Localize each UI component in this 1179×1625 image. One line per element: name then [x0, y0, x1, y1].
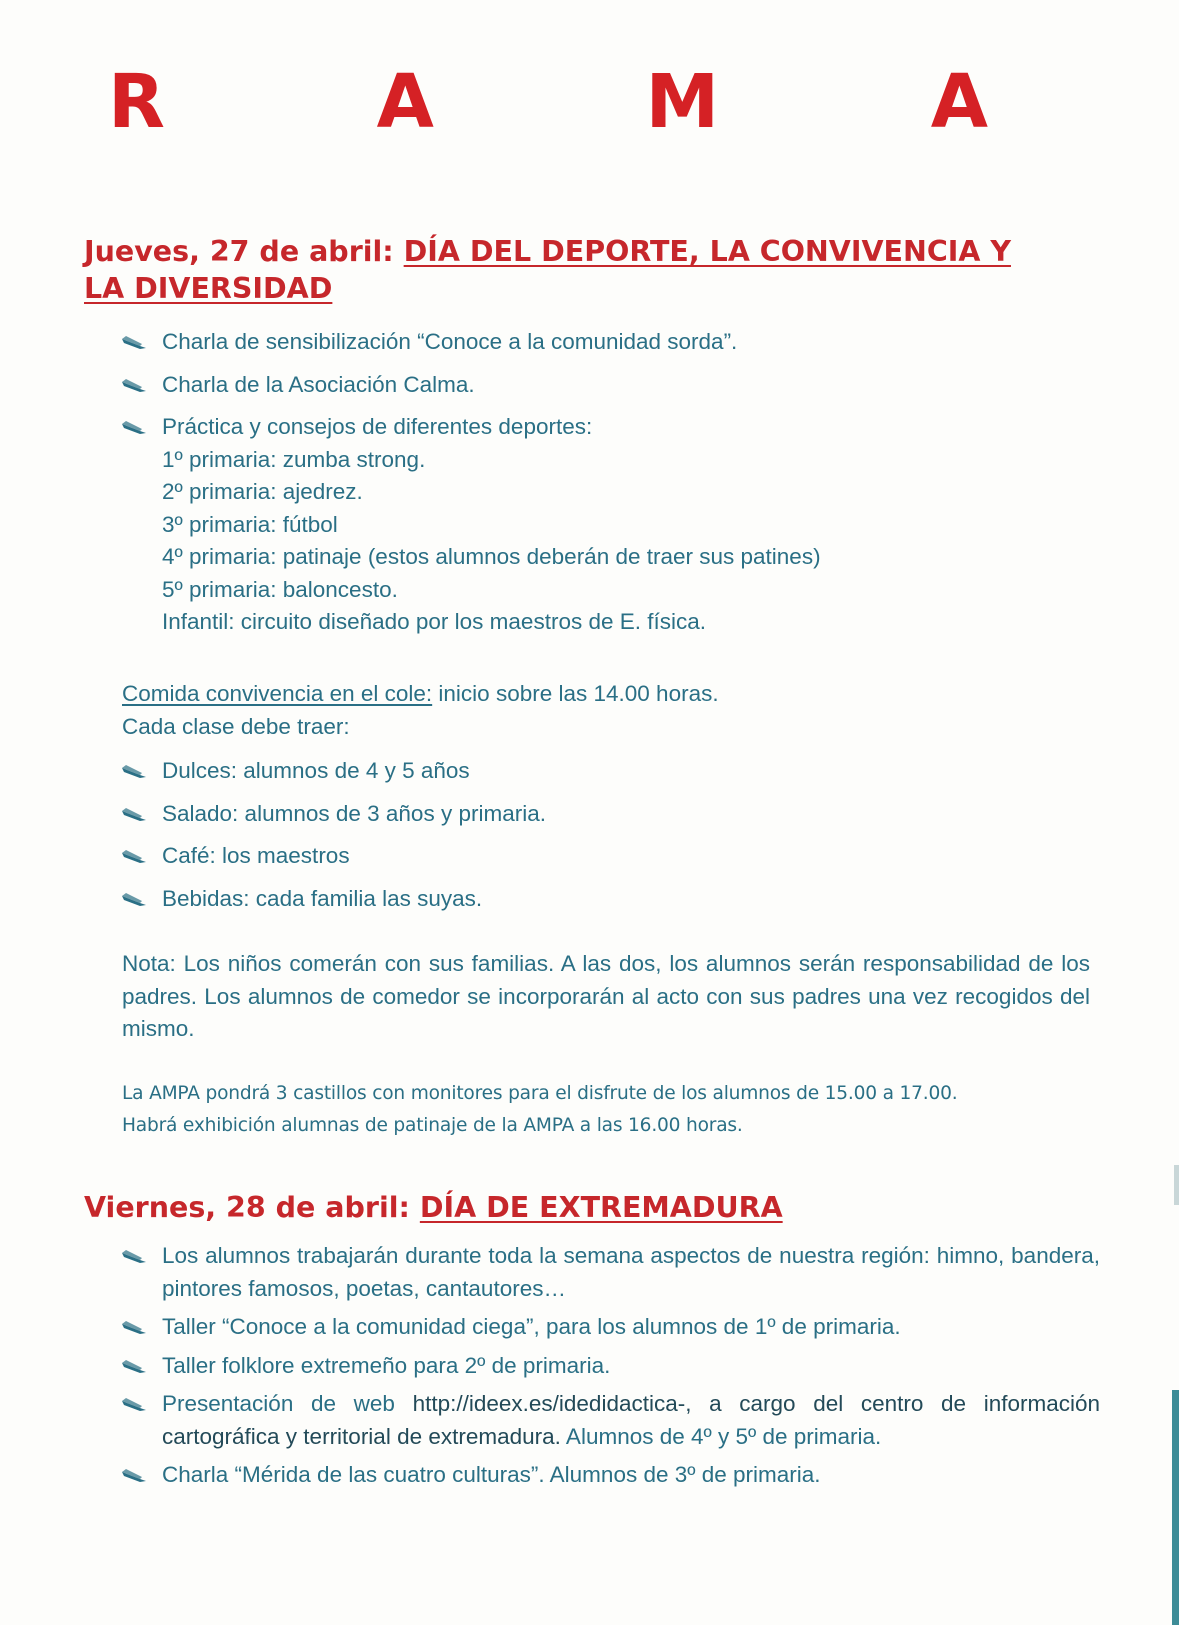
- sport-line: Infantil: circuito diseñado por los maestros de E. física.: [162, 609, 707, 634]
- pencil-icon: [120, 762, 148, 780]
- list-item: [120, 883, 1100, 916]
- banner-letter: R: [108, 59, 165, 145]
- list-item: [120, 1350, 1100, 1383]
- pencil-icon: [120, 847, 148, 865]
- cada-clase-text: Cada clase debe traer:: [122, 713, 350, 739]
- section2-heading: [84, 1189, 1104, 1226]
- section1-list: [120, 326, 1100, 639]
- list-item-text: Taller folklore extremeño para 2º de primaria.: [162, 1352, 611, 1378]
- pencil-icon: [120, 1466, 148, 1484]
- list-item-text: Bebidas: cada familia las suyas.: [162, 885, 483, 911]
- comida-label: Comida convivencia en el cole:: [122, 681, 433, 706]
- list-item-text: Charla de sensibilización “Conoce a la comunidad sorda”.: [162, 329, 738, 354]
- web-link-text: http://ideex.es/idedidactica-, a cargo del centro de información cartográfica y territorial de extremadura.: [162, 1391, 1100, 1449]
- section1-date: Jueves, 27 de abril:: [84, 235, 394, 268]
- page-edge-strip: [1172, 1390, 1179, 1625]
- list-item-text: Los alumnos trabajarán durante toda la semana aspectos de nuestra región: himno, bandera, pintores famosos, poetas, cantautores…: [162, 1243, 1100, 1301]
- list-item: [120, 840, 1100, 873]
- list-item-text: Charla “Mérida de las cuatro culturas”. Alumnos de 3º de primaria.: [162, 1462, 821, 1487]
- list-item-text: Alumnos de 4º y 5º de primaria.: [560, 1423, 882, 1449]
- section1-title-line1: DÍA DEL DEPORTE, LA CONVIVENCIA Y: [403, 235, 1011, 268]
- list-item-text: Práctica y consejos de diferentes deportes:: [162, 414, 593, 439]
- sport-line: 3º primaria: fútbol: [162, 511, 338, 537]
- sport-line: 5º primaria: baloncesto.: [162, 576, 398, 602]
- ampa-paragraph: [122, 1078, 1102, 1142]
- list-item: [120, 411, 1100, 639]
- section2-title: DÍA DE EXTREMADURA: [419, 1191, 783, 1224]
- banner-letter: A: [930, 59, 988, 145]
- sport-line: 4º primaria: patinaje (estos alumnos deberán de traer sus patines): [162, 544, 821, 569]
- list-item-text: Café: los maestros: [162, 843, 350, 868]
- page-edge-shadow: [1174, 1165, 1179, 1205]
- pencil-icon: [120, 1247, 148, 1265]
- nota-paragraph: Nota: Los niños comerán con sus familias. A las dos, los alumnos serán responsabilidad de los padres. Los alumnos de comedor se incorporarán al acto con sus padres una vez recogidos del mismo.: [122, 951, 1090, 1041]
- list-item: [120, 798, 1100, 831]
- pencil-icon: [120, 418, 148, 436]
- section1-heading: [84, 233, 1104, 307]
- list-item-text: Taller “Conoce a la comunidad ciega”, para los alumnos de 1º de primaria.: [162, 1314, 901, 1339]
- list-item-text: Presentación de web: [162, 1391, 413, 1416]
- pencil-icon: [120, 890, 148, 908]
- ampa-line1: La AMPA pondrá 3 castillos con monitores para el disfrute de los alumnos de 15.00 a 17.00.: [122, 1083, 958, 1104]
- ampa-line2: Habrá exhibición alumnas de patinaje de la AMPA a las 16.00 horas.: [122, 1115, 743, 1136]
- list-item: [120, 755, 1100, 788]
- pencil-icon: [120, 376, 148, 394]
- banner-letter: A: [376, 59, 434, 145]
- list-item: [120, 1311, 1100, 1344]
- list-item-text: Dulces: alumnos de 4 y 5 años: [162, 758, 470, 783]
- pencil-icon: [120, 333, 148, 351]
- banner-letter: M: [645, 59, 720, 145]
- pencil-icon: [120, 1395, 148, 1413]
- sport-line: 2º primaria: ajedrez.: [162, 479, 363, 504]
- list-item: [120, 1459, 1100, 1492]
- comida-text: inicio sobre las 14.00 horas.: [432, 681, 719, 706]
- list-item: [120, 1240, 1100, 1305]
- section1-title-line2: LA DIVERSIDAD: [84, 272, 333, 305]
- program-banner: [108, 59, 988, 145]
- pencil-icon: [120, 1318, 148, 1336]
- list-item-text: Salado: alumnos de 3 años y primaria.: [162, 800, 546, 826]
- section2-list: [120, 1240, 1100, 1492]
- list-item: [120, 369, 1100, 402]
- pencil-icon: [120, 1357, 148, 1375]
- list-item: [120, 1388, 1100, 1453]
- section2-date: Viernes, 28 de abril:: [84, 1191, 410, 1224]
- pencil-icon: [120, 805, 148, 823]
- comida-paragraph: [122, 678, 1092, 743]
- sport-line: 1º primaria: zumba strong.: [162, 446, 426, 472]
- food-list: [120, 755, 1100, 915]
- list-item-text: Charla de la Asociación Calma.: [162, 371, 475, 397]
- list-item: [120, 326, 1100, 359]
